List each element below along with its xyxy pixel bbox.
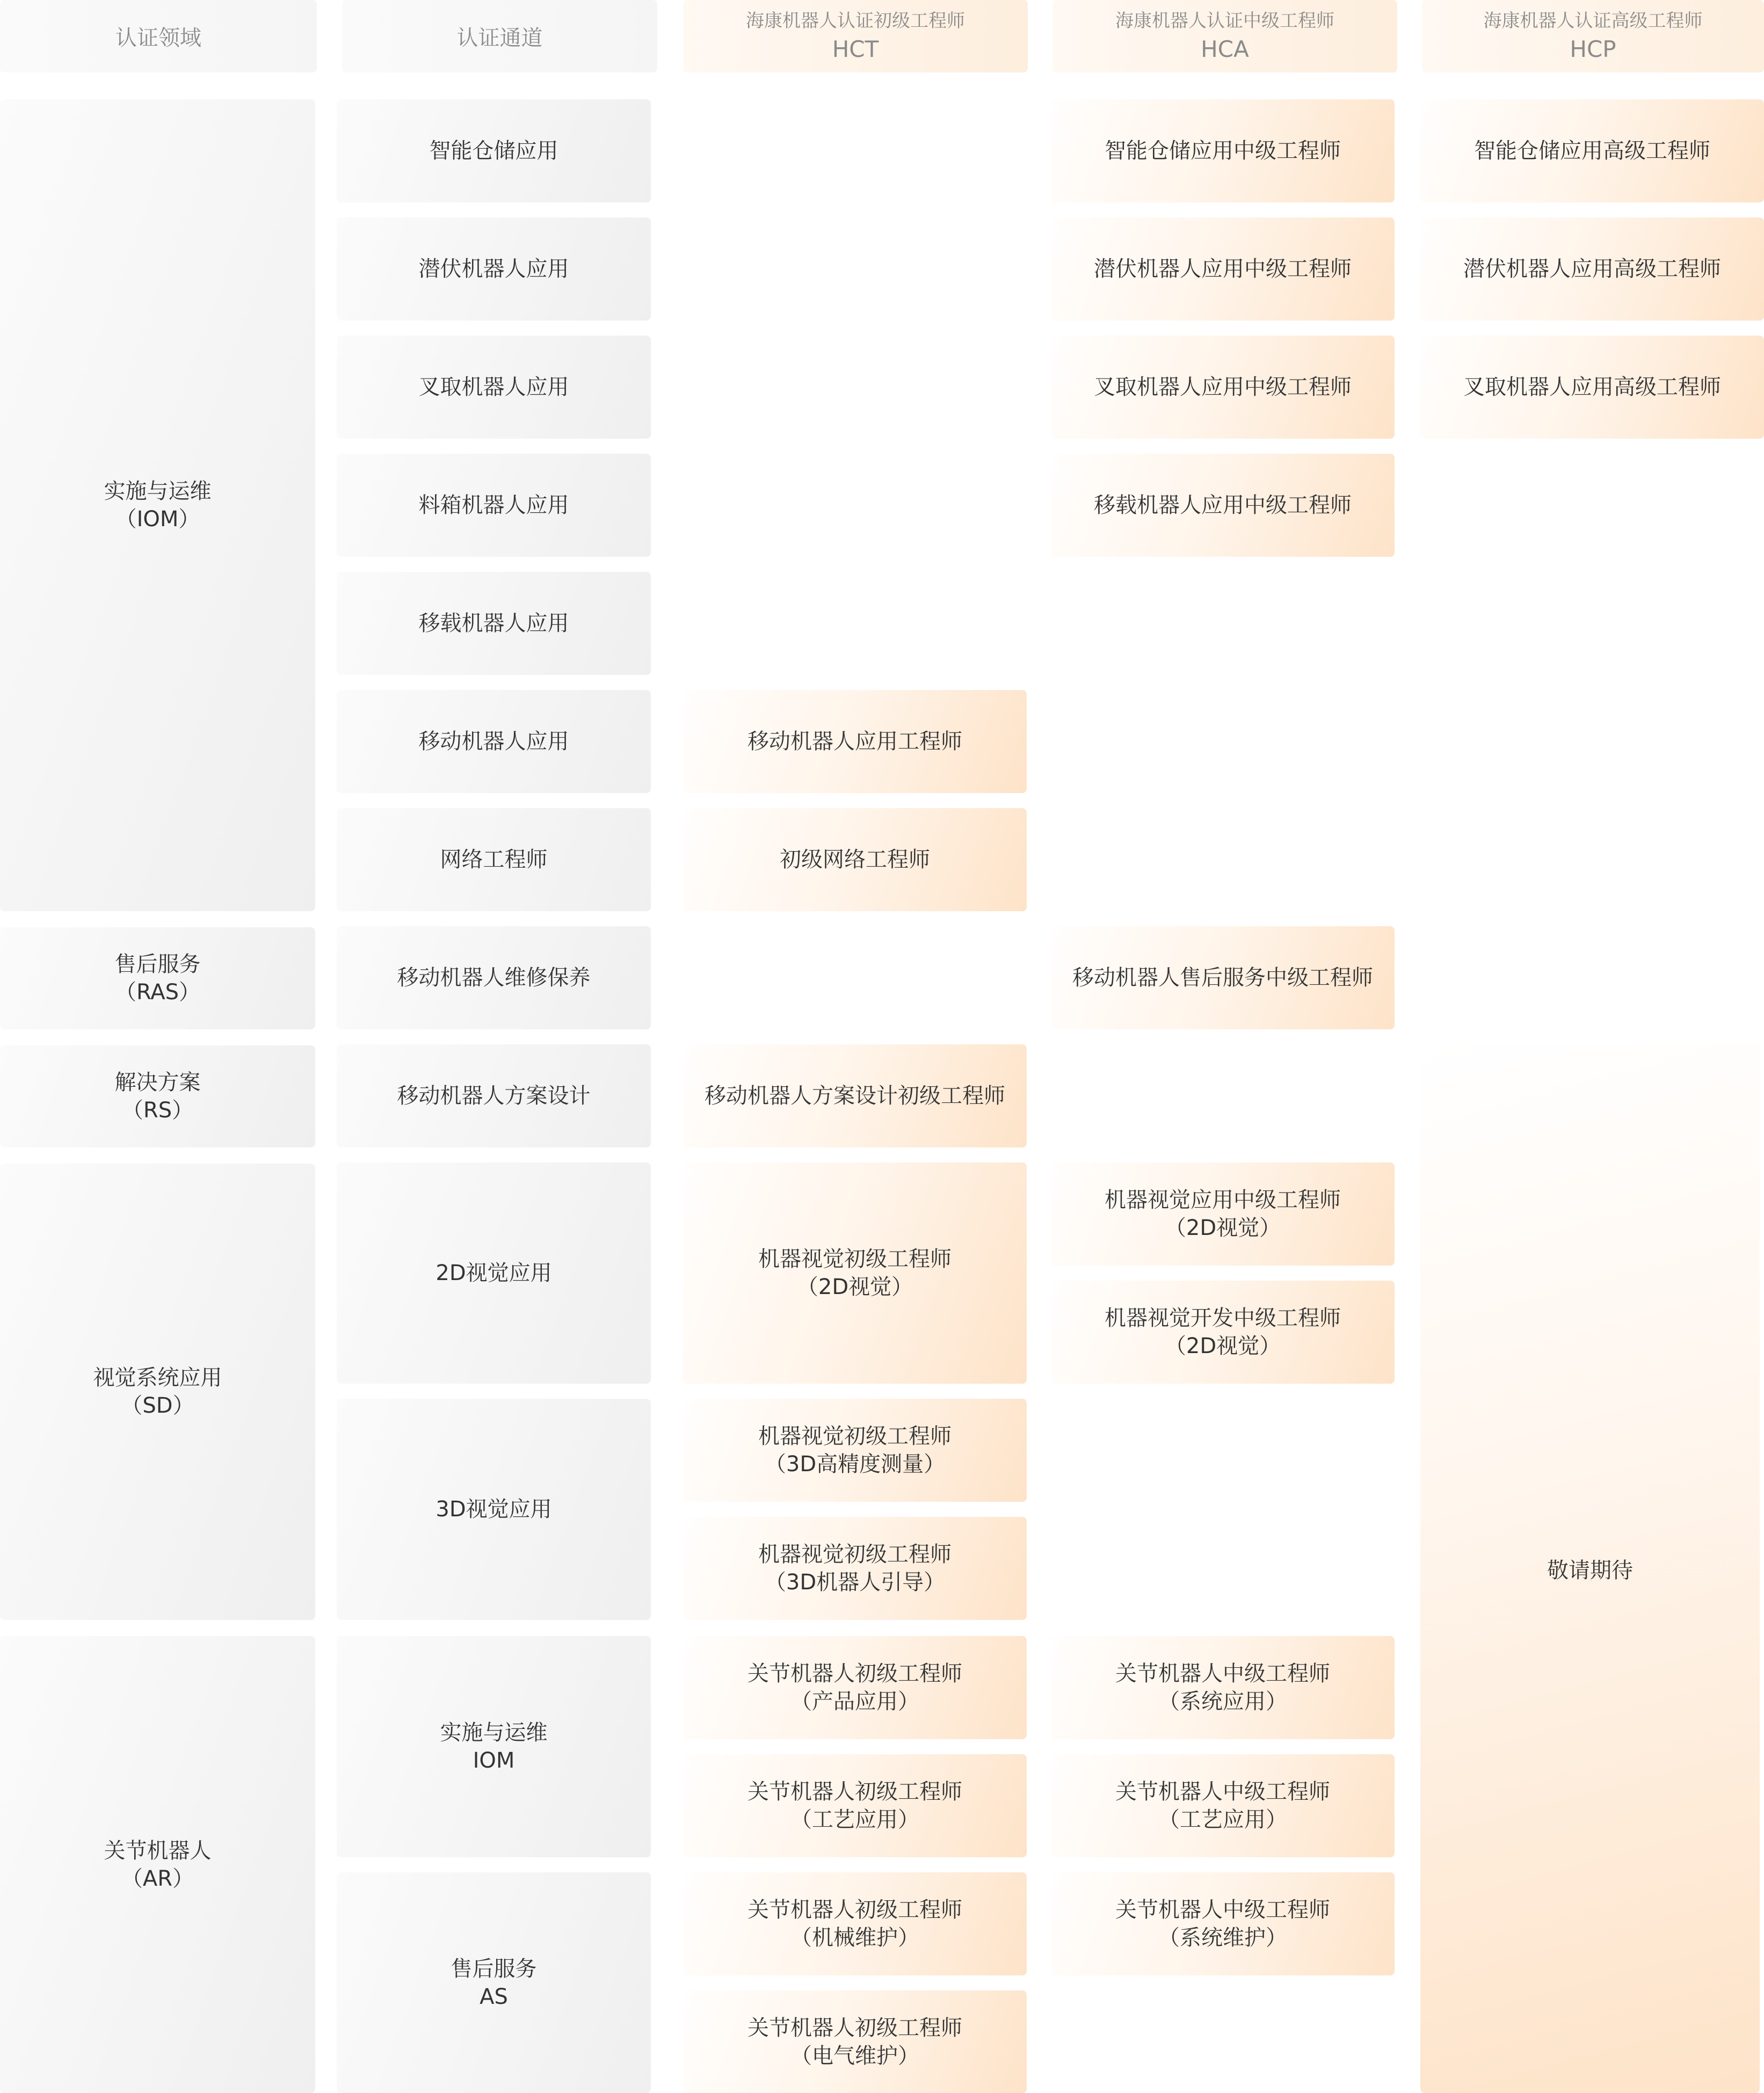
hcp-cert[interactable]	[1420, 217, 1764, 321]
channel-network-engineer[interactable]	[337, 808, 651, 911]
cert-title: 关节机器人初级工程师	[747, 2015, 962, 2040]
channel-label: 实施与运维	[440, 1720, 548, 1745]
cert-subtitle: （工艺应用）	[1158, 1807, 1287, 1832]
channel-ar-as[interactable]	[337, 1872, 651, 2093]
cert-title: 叉取机器人应用中级工程师	[1094, 375, 1352, 399]
hca-cert[interactable]	[1051, 1636, 1395, 1739]
channel-label: 移载机器人应用	[418, 611, 569, 636]
cert-subtitle: （2D视觉）	[1164, 1216, 1281, 1240]
domain-sd	[0, 1164, 315, 1620]
cert-subtitle: （系统维护）	[1158, 1925, 1287, 1950]
channel-label: 移动机器人维修保养	[397, 965, 591, 990]
hcp-cert[interactable]	[1420, 99, 1764, 202]
cert-title: 初级网络工程师	[780, 847, 930, 872]
hct-cert[interactable]	[683, 808, 1027, 911]
hct-cert[interactable]	[683, 1044, 1027, 1147]
domain-iom-code: （IOM）	[115, 507, 200, 532]
hca-cert[interactable]	[1051, 217, 1395, 321]
cert-title: 移动机器人方案设计初级工程师	[705, 1084, 1005, 1108]
channel-label: 叉取机器人应用	[418, 375, 569, 399]
hct-cert[interactable]	[683, 1399, 1027, 1502]
cert-subtitle: （机械维护）	[790, 1925, 919, 1950]
header-domain	[0, 0, 317, 72]
channel-label: 售后服务	[451, 1956, 537, 1981]
hca-cert[interactable]	[1051, 454, 1395, 557]
cert-title: 机器视觉开发中级工程师	[1105, 1306, 1341, 1331]
hca-cert[interactable]	[1051, 99, 1395, 202]
channel-forklift-robot[interactable]	[337, 336, 651, 439]
hca-cert[interactable]	[1051, 1754, 1395, 1857]
header-hca	[1052, 0, 1397, 72]
hct-cert[interactable]	[683, 690, 1027, 793]
cert-subtitle: （系统应用）	[1158, 1689, 1287, 1714]
hct-cert[interactable]	[683, 1517, 1027, 1620]
cert-title: 叉取机器人应用高级工程师	[1463, 375, 1721, 399]
header-channel-label: 认证通道	[456, 26, 543, 50]
domain-sd-code: （SD）	[121, 1393, 194, 1418]
channel-label: 3D视觉应用	[435, 1497, 552, 1522]
header-hcp-subtitle: 海康机器人认证高级工程师	[1483, 10, 1703, 32]
header-hct-subtitle: 海康机器人认证初级工程师	[746, 10, 965, 32]
channel-smart-warehouse[interactable]	[337, 99, 651, 202]
cert-title: 潜伏机器人应用中级工程师	[1094, 257, 1352, 281]
domain-ar-code: （AR）	[121, 1866, 194, 1891]
coming-soon-label: 敬请期待	[1547, 1558, 1633, 1583]
cert-title: 关节机器人中级工程师	[1115, 1898, 1330, 1922]
header-hct	[683, 0, 1028, 72]
header-hca-subtitle: 海康机器人认证中级工程师	[1115, 10, 1334, 32]
channel-bin-robot[interactable]	[337, 454, 651, 557]
channel-code: AS	[480, 1984, 508, 2009]
hca-cert[interactable]	[1051, 1162, 1395, 1266]
cert-subtitle: （电气维护）	[790, 2043, 919, 2068]
channel-2d-vision[interactable]	[337, 1162, 651, 1384]
channel-code: IOM	[473, 1748, 515, 1773]
header-hcp-code: HCP	[1570, 35, 1616, 62]
hca-cert[interactable]	[1051, 926, 1395, 1029]
channel-label: 移动机器人方案设计	[397, 1084, 591, 1108]
domain-iom-name: 实施与运维	[104, 479, 212, 504]
channel-label: 智能仓储应用	[429, 139, 558, 163]
cert-title: 关节机器人初级工程师	[747, 1779, 962, 1804]
channel-transfer-robot[interactable]	[337, 572, 651, 675]
cert-title: 关节机器人初级工程师	[747, 1661, 962, 1686]
cert-subtitle: （2D视觉）	[796, 1275, 913, 1299]
header-hcp	[1422, 0, 1764, 72]
domain-rs-code: （RS）	[121, 1098, 194, 1123]
header-hct-code: HCT	[832, 35, 879, 62]
cert-subtitle: （产品应用）	[790, 1689, 919, 1714]
domain-ras	[0, 927, 315, 1029]
channel-mobile-maintenance[interactable]	[337, 926, 651, 1029]
cert-subtitle: （工艺应用）	[790, 1807, 919, 1832]
cert-title: 潜伏机器人应用高级工程师	[1463, 257, 1721, 281]
cert-title: 关节机器人初级工程师	[747, 1898, 962, 1922]
domain-rs-name: 解决方案	[114, 1070, 201, 1095]
domain-ras-name: 售后服务	[114, 952, 201, 977]
hct-cert[interactable]	[683, 1162, 1027, 1384]
hca-cert[interactable]	[1051, 1281, 1395, 1384]
cert-title: 移动机器人售后服务中级工程师	[1072, 965, 1373, 990]
channel-mobile-robot[interactable]	[337, 690, 651, 793]
domain-sd-name: 视觉系统应用	[93, 1365, 222, 1390]
channel-ar-iom[interactable]	[337, 1636, 651, 1857]
hct-cert[interactable]	[683, 1872, 1027, 1975]
cert-title: 智能仓储应用中级工程师	[1105, 139, 1341, 163]
cert-title: 机器视觉初级工程师	[758, 1424, 952, 1449]
channel-3d-vision[interactable]	[337, 1399, 651, 1620]
cert-title: 移载机器人应用中级工程师	[1094, 493, 1352, 518]
cert-title: 关节机器人中级工程师	[1115, 1661, 1330, 1686]
hcp-coming-soon	[1420, 1044, 1760, 2093]
cert-title: 关节机器人中级工程师	[1115, 1779, 1330, 1804]
channel-latent-robot[interactable]	[337, 217, 651, 321]
hca-cert[interactable]	[1051, 1872, 1395, 1975]
domain-ras-code: （RAS）	[115, 980, 200, 1005]
cert-title: 机器视觉初级工程师	[758, 1542, 952, 1567]
header-domain-label: 认证领域	[115, 26, 201, 50]
cert-title: 移动机器人应用工程师	[747, 729, 962, 754]
cert-title: 机器视觉应用中级工程师	[1105, 1188, 1341, 1212]
domain-rs	[0, 1045, 315, 1147]
channel-label: 潜伏机器人应用	[418, 257, 569, 281]
cert-subtitle: （2D视觉）	[1164, 1334, 1281, 1358]
domain-iom	[0, 99, 315, 911]
channel-label: 移动机器人应用	[418, 729, 569, 754]
hct-cert[interactable]	[683, 1636, 1027, 1739]
channel-mobile-solution-design[interactable]	[337, 1044, 651, 1147]
cert-subtitle: （3D高精度测量）	[764, 1452, 946, 1477]
channel-label: 料箱机器人应用	[418, 493, 569, 518]
cert-title: 机器视觉初级工程师	[758, 1247, 952, 1271]
hcp-cert[interactable]	[1420, 336, 1764, 439]
domain-ar-name: 关节机器人	[104, 1838, 212, 1863]
channel-label: 2D视觉应用	[435, 1261, 552, 1285]
domain-ar	[0, 1636, 315, 2093]
cert-title: 智能仓储应用高级工程师	[1474, 139, 1710, 163]
hct-cert[interactable]	[683, 1990, 1027, 2093]
header-hca-code: HCA	[1201, 35, 1249, 62]
hct-cert[interactable]	[683, 1754, 1027, 1857]
hca-cert[interactable]	[1051, 336, 1395, 439]
header-channel	[342, 0, 657, 72]
cert-subtitle: （3D机器人引导）	[764, 1570, 946, 1595]
channel-label: 网络工程师	[440, 847, 548, 872]
